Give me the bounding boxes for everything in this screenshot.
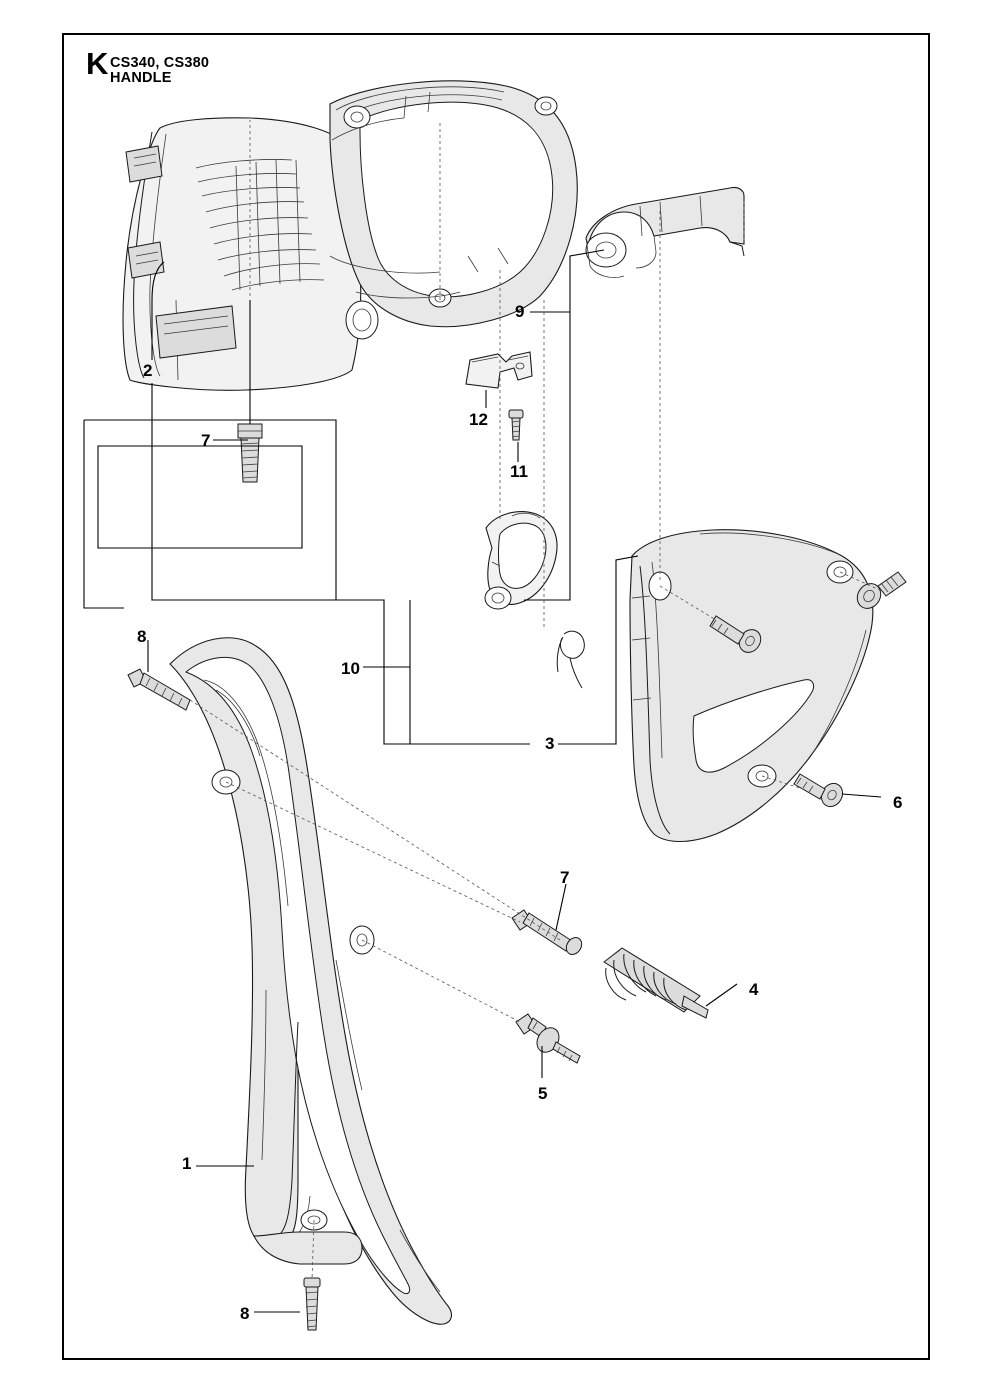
callout-7-top: 7 <box>201 431 211 450</box>
part-rear-handle-housing <box>123 81 577 391</box>
part-coil-spring <box>604 948 708 1018</box>
callout-12: 12 <box>469 410 488 429</box>
part-hex-bolt-7-top <box>238 424 262 482</box>
callout-4: 4 <box>749 980 759 999</box>
part-torx-screw-6 <box>794 774 847 810</box>
part-small-screw-11 <box>509 410 523 440</box>
callout-11: 11 <box>510 462 528 481</box>
callout-8-top: 8 <box>137 627 147 646</box>
part-front-handle-bar <box>170 638 451 1324</box>
callout-5: 5 <box>538 1084 548 1103</box>
model-names: CS340, CS380 <box>110 55 210 71</box>
callout-6: 6 <box>893 793 903 812</box>
callout-8-bottom: 8 <box>240 1304 250 1323</box>
part-clamp-bracket <box>466 352 532 388</box>
callout-1: 1 <box>182 1154 192 1173</box>
callout-9: 9 <box>515 302 525 321</box>
part-brake-handle-guard <box>586 187 744 277</box>
part-hex-bolt-7-lower <box>512 910 585 957</box>
callout-10: 10 <box>341 659 360 678</box>
callout-7-lower: 7 <box>560 868 570 887</box>
callout-3: 3 <box>545 734 555 753</box>
callout-2: 2 <box>143 361 153 380</box>
sheet-letter: K <box>86 46 108 81</box>
part-long-screw-8-bottom <box>304 1278 320 1330</box>
part-stud-screw <box>516 1014 580 1063</box>
assembly-name: HANDLE <box>110 69 172 86</box>
